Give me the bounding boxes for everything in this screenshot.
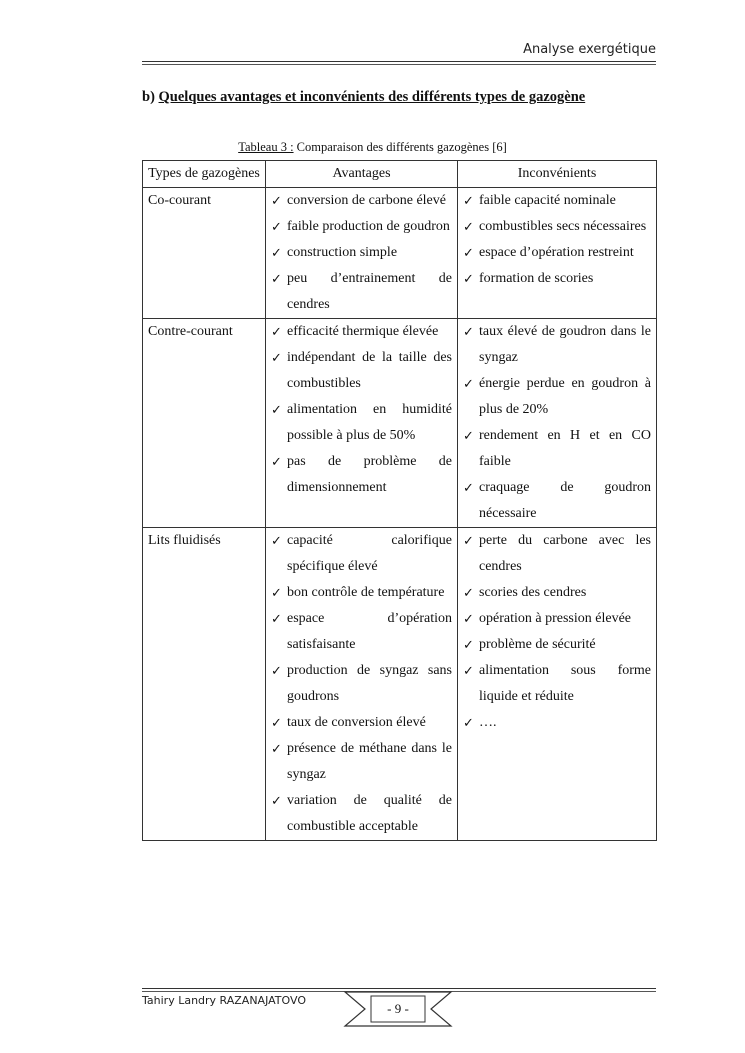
check-icon: ✓ bbox=[463, 480, 474, 495]
check-icon: ✓ bbox=[463, 193, 474, 208]
check-icon: ✓ bbox=[463, 271, 474, 286]
list-item bbox=[463, 240, 651, 266]
header-rule-thin bbox=[142, 64, 656, 65]
header-rule bbox=[142, 61, 656, 62]
list-item bbox=[271, 788, 452, 840]
header-title: Analyse exergétique bbox=[523, 42, 656, 57]
list-item bbox=[271, 345, 452, 397]
list-item bbox=[463, 319, 651, 371]
list-item-text: indépendant de la taille des combustibles bbox=[287, 350, 452, 391]
list-item-text: espace d’opération satisfaisante bbox=[287, 611, 452, 652]
list-item bbox=[463, 606, 651, 632]
check-icon: ✓ bbox=[271, 793, 282, 808]
avantages-cell bbox=[266, 528, 458, 841]
list-item bbox=[463, 266, 651, 292]
list-item bbox=[463, 658, 651, 710]
header-types: Types de gazogènes bbox=[143, 161, 266, 188]
list-item-text: conversion de carbone élevé bbox=[287, 193, 446, 208]
list-item-text: rendement en H et en CO faible bbox=[479, 428, 651, 469]
inconvenients-cell bbox=[458, 319, 657, 528]
list-item bbox=[271, 397, 452, 449]
list-item bbox=[271, 658, 452, 710]
check-icon: ✓ bbox=[463, 376, 474, 391]
list-item-text: taux de conversion élevé bbox=[287, 715, 426, 730]
caption-label: Tableau 3 : bbox=[238, 140, 294, 154]
check-icon: ✓ bbox=[463, 715, 474, 730]
list-item-text: opération à pression élevée bbox=[479, 611, 631, 626]
header-inconvenients: Inconvénients bbox=[458, 161, 657, 188]
list-item-text: perte du carbone avec les cendres bbox=[479, 533, 651, 574]
avantages-cell bbox=[266, 188, 458, 319]
list-item bbox=[463, 528, 651, 580]
check-icon: ✓ bbox=[271, 533, 282, 548]
check-icon: ✓ bbox=[463, 245, 474, 260]
table-body bbox=[143, 188, 657, 841]
check-icon: ✓ bbox=[271, 193, 282, 208]
list-item-text: énergie perdue en goudron à plus de 20% bbox=[479, 376, 651, 417]
list-item-text: formation de scories bbox=[479, 271, 594, 286]
inconvenients-list bbox=[463, 319, 651, 527]
list-item bbox=[271, 240, 452, 266]
check-icon: ✓ bbox=[271, 271, 282, 286]
table-row bbox=[143, 188, 657, 319]
check-icon: ✓ bbox=[271, 454, 282, 469]
list-item bbox=[463, 632, 651, 658]
check-icon: ✓ bbox=[463, 585, 474, 600]
list-item-text: faible production de goudron bbox=[287, 219, 450, 234]
list-item-text: efficacité thermique élevée bbox=[287, 324, 439, 339]
list-item-text: alimentation sous forme liquide et réduite bbox=[479, 663, 651, 704]
list-item-text: taux élevé de goudron dans le syngaz bbox=[479, 324, 651, 365]
list-item-text: scories des cendres bbox=[479, 585, 587, 600]
footer-author: Tahiry Landry RAZANAJATOVO bbox=[142, 994, 306, 1007]
list-item-text: combustibles secs nécessaires bbox=[479, 219, 647, 234]
inconvenients-list bbox=[463, 188, 651, 292]
section-title-text: Quelques avantages et inconvénients des différents types de gazogène bbox=[158, 89, 586, 105]
list-item bbox=[271, 188, 452, 214]
list-item bbox=[463, 423, 651, 475]
list-item-text: construction simple bbox=[287, 245, 398, 260]
list-item bbox=[271, 266, 452, 318]
check-icon: ✓ bbox=[271, 219, 282, 234]
list-item bbox=[271, 319, 452, 345]
list-item bbox=[271, 214, 452, 240]
gasifier-type: Contre-courant bbox=[143, 319, 266, 528]
list-item bbox=[463, 580, 651, 606]
inconvenients-cell bbox=[458, 528, 657, 841]
check-icon: ✓ bbox=[271, 611, 282, 626]
list-item-text: alimentation en humidité possible à plus de 50% bbox=[287, 402, 452, 443]
list-item-text: présence de méthane dans le syngaz bbox=[287, 741, 452, 782]
avantages-list bbox=[271, 528, 452, 840]
check-icon: ✓ bbox=[271, 350, 282, 365]
comparison-table bbox=[142, 160, 657, 841]
list-item bbox=[271, 580, 452, 606]
list-item-text: pas de problème de dimensionnement bbox=[287, 454, 452, 495]
list-item bbox=[271, 449, 452, 501]
table-row bbox=[143, 528, 657, 841]
list-item bbox=[463, 475, 651, 527]
list-item-text: variation de qualité de combustible acceptable bbox=[287, 793, 452, 834]
footer-rule bbox=[142, 988, 656, 989]
check-icon: ✓ bbox=[271, 402, 282, 417]
table-caption bbox=[0, 140, 745, 155]
list-item-text: problème de sécurité bbox=[479, 637, 596, 652]
check-icon: ✓ bbox=[463, 611, 474, 626]
check-icon: ✓ bbox=[271, 585, 282, 600]
check-icon: ✓ bbox=[271, 663, 282, 678]
table-row bbox=[143, 319, 657, 528]
section-prefix: b) bbox=[142, 89, 159, 105]
list-item bbox=[463, 214, 651, 240]
table-header-row bbox=[143, 161, 657, 188]
list-item-text: production de syngaz sans goudrons bbox=[287, 663, 452, 704]
section-title bbox=[142, 89, 585, 106]
check-icon: ✓ bbox=[463, 637, 474, 652]
gasifier-type: Co-courant bbox=[143, 188, 266, 319]
list-item-text: faible capacité nominale bbox=[479, 193, 616, 208]
check-icon: ✓ bbox=[271, 715, 282, 730]
list-item bbox=[271, 606, 452, 658]
check-icon: ✓ bbox=[463, 663, 474, 678]
check-icon: ✓ bbox=[271, 324, 282, 339]
list-item bbox=[463, 371, 651, 423]
gasifier-type: Lits fluidisés bbox=[143, 528, 266, 841]
check-icon: ✓ bbox=[271, 245, 282, 260]
check-icon: ✓ bbox=[271, 741, 282, 756]
list-item-text: peu d’entrainement de cendres bbox=[287, 271, 452, 312]
avantages-cell bbox=[266, 319, 458, 528]
list-item-text: craquage de goudron nécessaire bbox=[479, 480, 651, 521]
list-item bbox=[463, 188, 651, 214]
list-item bbox=[271, 528, 452, 580]
inconvenients-list bbox=[463, 528, 651, 736]
list-item-text: bon contrôle de température bbox=[287, 585, 445, 600]
check-icon: ✓ bbox=[463, 219, 474, 234]
list-item-text: espace d’opération restreint bbox=[479, 245, 634, 260]
check-icon: ✓ bbox=[463, 324, 474, 339]
list-item bbox=[271, 710, 452, 736]
header-avantages: Avantages bbox=[266, 161, 458, 188]
list-item bbox=[463, 710, 651, 736]
list-item bbox=[271, 736, 452, 788]
check-icon: ✓ bbox=[463, 428, 474, 443]
list-item-text: capacité calorifique spécifique élevé bbox=[287, 533, 452, 574]
inconvenients-cell bbox=[458, 188, 657, 319]
check-icon: ✓ bbox=[463, 533, 474, 548]
page-number: - 9 - bbox=[387, 1001, 409, 1016]
list-item-text: …. bbox=[479, 715, 497, 730]
avantages-list bbox=[271, 319, 452, 501]
avantages-list bbox=[271, 188, 452, 318]
caption-text: Comparaison des différents gazogènes [6] bbox=[293, 140, 507, 154]
